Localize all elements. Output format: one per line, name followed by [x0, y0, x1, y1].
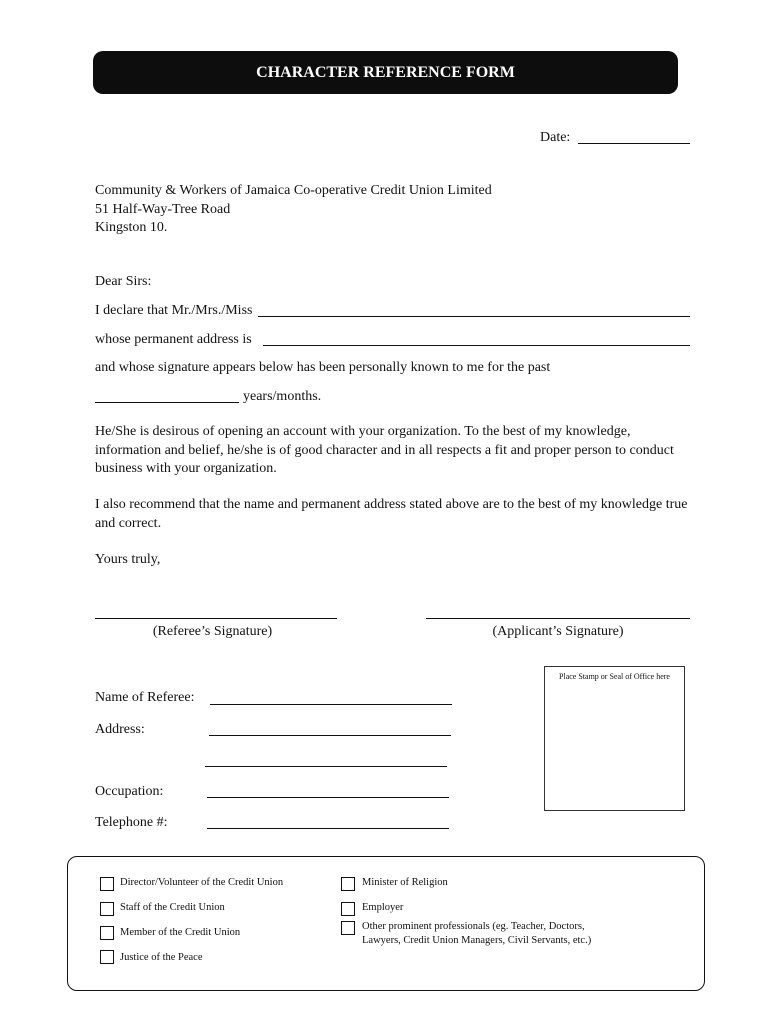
- recipient-city: Kingston 10.: [95, 220, 168, 235]
- closing: Yours truly,: [95, 552, 161, 567]
- name-of-referee-label: Name of Referee:: [95, 690, 195, 705]
- occupation-label: Occupation:: [95, 784, 164, 799]
- years-known-field[interactable]: [95, 402, 239, 403]
- known-sentence: and whose signature appears below has been personally known to me for the past: [95, 360, 551, 375]
- applicant-name-field[interactable]: [258, 316, 690, 317]
- checkbox-employer[interactable]: [341, 902, 355, 916]
- stamp-label: Place Stamp or Seal of Office here: [559, 672, 670, 681]
- checkbox-label-member: Member of the Credit Union: [120, 927, 241, 938]
- checkbox-minister[interactable]: [341, 877, 355, 891]
- applicant-signature-label: (Applicant’s Signature): [492, 624, 624, 639]
- checkbox-label-minister: Minister of Religion: [362, 877, 448, 888]
- recipient-name: Community & Workers of Jamaica Co-operative Credit Union Limited: [95, 183, 492, 198]
- checkbox-label-staff: Staff of the Credit Union: [120, 902, 225, 913]
- salutation: Dear Sirs:: [95, 274, 152, 289]
- checkbox-label-employer: Employer: [362, 902, 404, 913]
- telephone-label: Telephone #:: [95, 815, 168, 830]
- stamp-seal-box[interactable]: [544, 666, 685, 811]
- declare-prefix: I declare that Mr./Mrs./Miss: [95, 303, 253, 318]
- referee-telephone-field[interactable]: [207, 828, 449, 829]
- referee-name-field[interactable]: [210, 704, 452, 705]
- paragraph-character: He/She is desirous of opening an account with your organization. To the best of my knowledge, information and belief, he/she is of good character and in all respects a fit and proper person to conduct business with your organization.: [95, 424, 674, 476]
- referee-address-field-2[interactable]: [205, 766, 447, 767]
- checkbox-justice-of-peace[interactable]: [100, 950, 114, 964]
- form-title-banner: [93, 51, 678, 94]
- date-field[interactable]: [578, 143, 690, 144]
- applicant-address-field[interactable]: [263, 345, 690, 346]
- checkbox-label-director-volunteer: Director/Volunteer of the Credit Union: [120, 877, 284, 888]
- checkbox-staff[interactable]: [100, 902, 114, 916]
- checkbox-label-justice-of-peace: Justice of the Peace: [120, 952, 203, 963]
- checkbox-director-volunteer[interactable]: [100, 877, 114, 891]
- applicant-signature-line[interactable]: [426, 618, 690, 619]
- form-title: CHARACTER REFERENCE FORM: [256, 63, 515, 81]
- address-label: Address:: [95, 722, 145, 737]
- recipient-street: 51 Half-Way-Tree Road: [95, 202, 231, 217]
- date-label: Date:: [540, 130, 571, 145]
- checkbox-other-professional[interactable]: [341, 921, 355, 935]
- referee-signature-label: (Referee’s Signature): [152, 624, 273, 639]
- referee-occupation-field[interactable]: [207, 797, 449, 798]
- years-suffix: years/months.: [243, 389, 322, 404]
- checkbox-label-other-professional-2: Lawyers, Credit Union Managers, Civil Servants, etc.): [362, 935, 592, 946]
- referee-signature-line[interactable]: [95, 618, 337, 619]
- checkbox-member[interactable]: [100, 926, 114, 940]
- checkbox-label-other-professional-1: Other prominent professionals (eg. Teacher, Doctors,: [362, 921, 585, 932]
- permanent-address-prefix: whose permanent address is: [95, 332, 252, 347]
- paragraph-recommendation: I also recommend that the name and permanent address stated above are to the best of my knowledge true and correct.: [95, 497, 688, 531]
- referee-address-field-1[interactable]: [209, 735, 451, 736]
